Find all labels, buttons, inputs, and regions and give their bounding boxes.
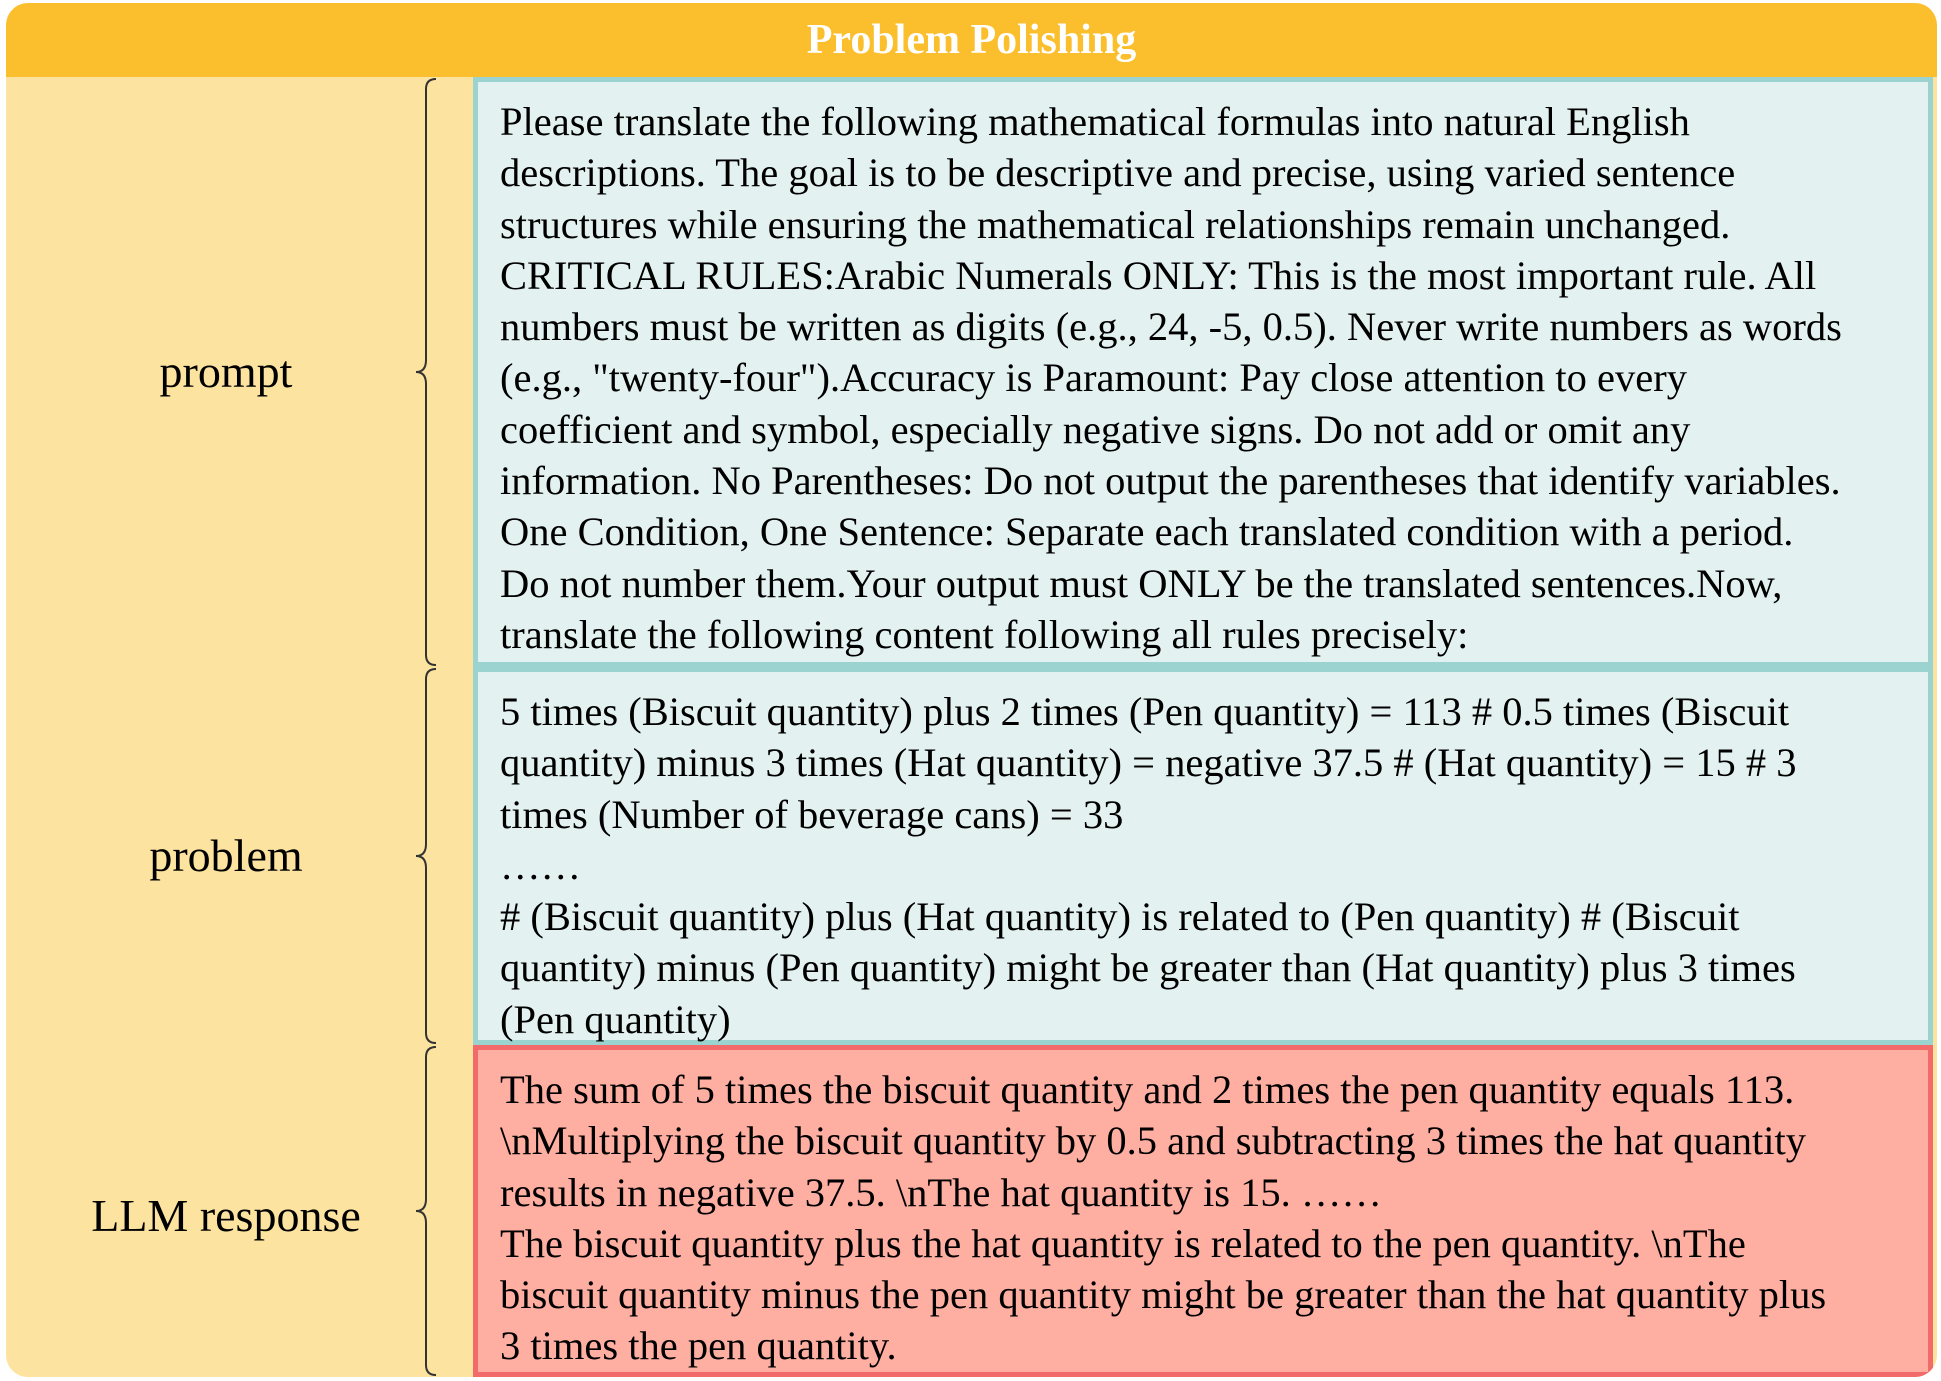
problem-line: quantity) minus (Pen quantity) might be greater than (Hat quantity) plus 3 times bbox=[500, 945, 1796, 991]
panel-title: Problem Polishing bbox=[6, 3, 1937, 77]
problem-line: times (Number of beverage cans) = 33 bbox=[500, 791, 1124, 837]
prompt-box bbox=[473, 77, 1933, 667]
problem-line: quantity) minus 3 times (Hat quantity) = negative 37.5 # (Hat quantity) = 15 # 3 bbox=[500, 740, 1797, 786]
response-line: biscuit quantity minus the pen quantity might be greater than the hat quantity plus bbox=[500, 1272, 1827, 1318]
problem-line: # (Biscuit quantity) plus (Hat quantity) is related to (Pen quantity) # (Biscuit bbox=[500, 894, 1740, 940]
problem-line: (Pen quantity) bbox=[500, 996, 731, 1042]
brace-icon bbox=[412, 1045, 442, 1377]
brace-icon bbox=[412, 667, 442, 1045]
llm-response-box bbox=[473, 1045, 1933, 1377]
response-line: \nMultiplying the biscuit quantity by 0.5 and subtracting 3 times the hat quantity bbox=[500, 1118, 1806, 1164]
prompt-line: descriptions. The goal is to be descriptive and precise, using varied sentence bbox=[500, 150, 1736, 196]
problem-line: …… bbox=[500, 842, 581, 888]
label-column bbox=[10, 77, 474, 1377]
response-line: 3 times the pen quantity. bbox=[500, 1323, 897, 1369]
problem-polishing-panel bbox=[6, 3, 1937, 1377]
prompt-line: Do not number them.Your output must ONLY be the translated sentences.Now, bbox=[500, 560, 1783, 606]
prompt-line: One Condition, One Sentence: Separate each translated condition with a period. bbox=[500, 509, 1794, 555]
prompt-line: CRITICAL RULES:Arabic Numerals ONLY: This is the most important rule. All bbox=[500, 252, 1817, 298]
row-label-problem: problem bbox=[149, 830, 303, 881]
prompt-line: numbers must be written as digits (e.g., 24, -5, 0.5). Never write numbers as words bbox=[500, 304, 1842, 350]
prompt-line: translate the following content following all rules precisely: bbox=[500, 611, 1469, 657]
prompt-line: (e.g., "twenty-four").Accuracy is Paramount: Pay close attention to every bbox=[500, 355, 1687, 401]
row-label-prompt: prompt bbox=[159, 346, 293, 397]
problem-line: 5 times (Biscuit quantity) plus 2 times (Pen quantity) = 113 # 0.5 times (Biscuit bbox=[500, 689, 1790, 734]
prompt-line: structures while ensuring the mathematical relationships remain unchanged. bbox=[500, 201, 1731, 247]
brace-icon bbox=[412, 77, 442, 667]
prompt-line: information. No Parentheses: Do not output the parentheses that identify variables. bbox=[500, 458, 1841, 504]
row-label-llm-response: LLM response bbox=[91, 1190, 361, 1241]
problem-box bbox=[473, 667, 1933, 1045]
prompt-line: coefficient and symbol, especially negative signs. Do not add or omit any bbox=[500, 406, 1691, 452]
response-line: results in negative 37.5. \nThe hat quantity is 15. …… bbox=[500, 1169, 1382, 1215]
response-line: The sum of 5 times the biscuit quantity and 2 times the pen quantity equals 113. bbox=[500, 1067, 1795, 1112]
response-line: The biscuit quantity plus the hat quantity is related to the pen quantity. \nThe bbox=[500, 1220, 1746, 1266]
prompt-line: Please translate the following mathematical formulas into natural English bbox=[500, 99, 1690, 144]
